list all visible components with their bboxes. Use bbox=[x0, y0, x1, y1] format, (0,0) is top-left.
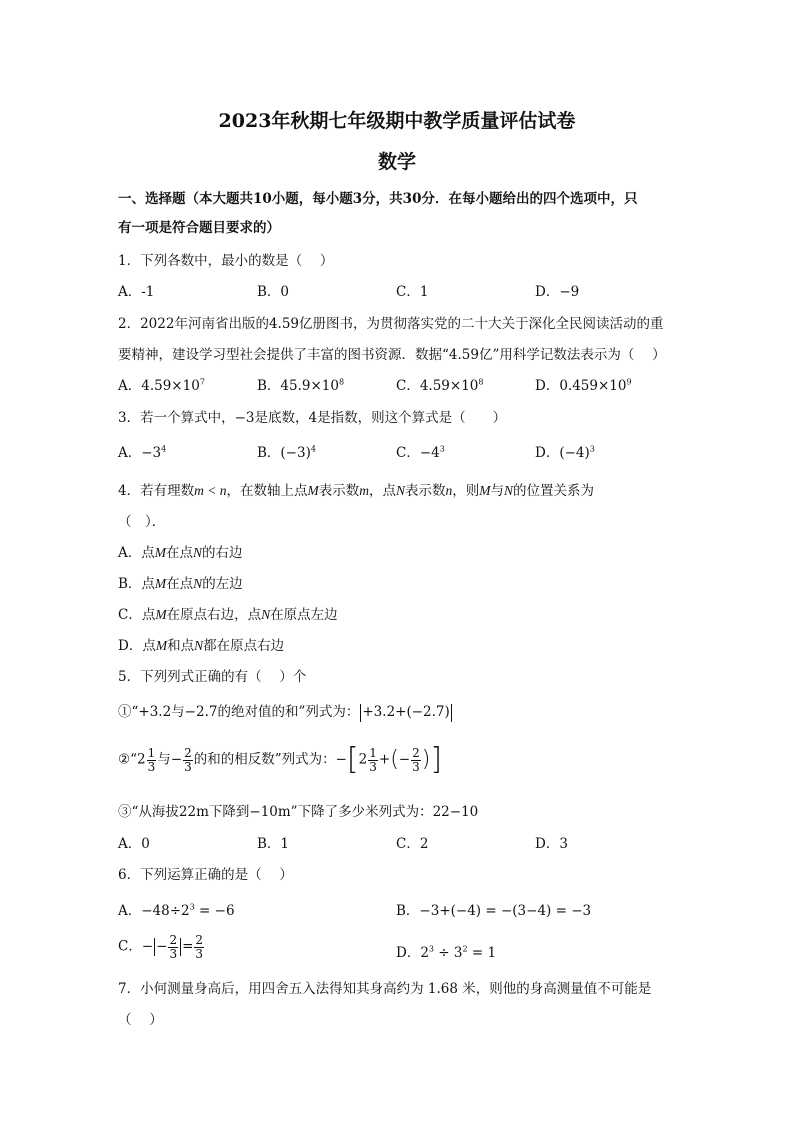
question-4-line1: 4．若有理数m < n，在数轴上点M表示数m，点N表示数n，则M与N的位置关系为 bbox=[118, 483, 594, 499]
q3-option-a: A．$-3^4$ bbox=[118, 444, 167, 461]
q5-statement-1: ①“+3.2与−2.7的绝对值的和”列式为： +3.2+(−2.7) bbox=[118, 704, 450, 720]
q5-option-d: D．3 bbox=[535, 836, 568, 852]
question-7-line1: 7．小何测量身高后，用四舍五入法得知其身高约为 1.68 米，则他的身高测量值不可能是 bbox=[118, 981, 652, 997]
q5-option-b: B．1 bbox=[257, 836, 290, 852]
q1-option-d: D．−9 bbox=[535, 284, 580, 300]
question-4-line2: （ ）． bbox=[118, 514, 166, 530]
q5-option-a: A．0 bbox=[118, 836, 150, 852]
page-title: 2023年秋期七年级期中教学质量评估试卷 bbox=[218, 110, 576, 132]
question-1-stem: 1．下列各数中，最小的数是（ ） bbox=[118, 253, 334, 269]
question-2-line2: 要精神，建设学习型社会提供了丰富的图书资源．数据“4.59亿”用科学记数法表示为（ ） bbox=[118, 347, 666, 363]
section-heading-line1: 一、选择题（本大题共10小题，每小题3分，共30分．在每小题给出的四个选项中，只 bbox=[118, 191, 638, 207]
q5-statement-3: ③“从海拔22m下降到−10m”下降了多少米列式为：22−10 bbox=[118, 804, 479, 820]
q6-option-d: D．$2^3 \div 3^2 = 1$ bbox=[396, 944, 497, 961]
q4-option-a: A．点M在点N的右边 bbox=[118, 545, 243, 561]
q3-option-b: B．$(-3)^4$ bbox=[257, 444, 316, 461]
q5-option-c: C．2 bbox=[396, 836, 429, 852]
question-2-line1: 2．2022年河南省出版的4.59亿册图书，为贯彻落实党的二十大关于深化全民阅读活动的重 bbox=[118, 316, 664, 332]
q2-option-b: B．$45.9\times 10^8$ bbox=[257, 377, 345, 394]
q4-option-d: D．点M和点N都在原点右边 bbox=[118, 638, 285, 654]
section-heading-line2: 有一项是符合题目要求的） bbox=[118, 220, 280, 236]
q6-option-a: A．$-48\div 2^3 = -6$ bbox=[118, 902, 235, 919]
q1-option-b: B．0 bbox=[257, 284, 290, 300]
question-5-stem: 5．下列列式正确的有（ ）个 bbox=[118, 669, 307, 685]
q2-option-d: D．$0.459\times 10^9$ bbox=[535, 377, 632, 394]
q5-statement-2: ②“2 $\frac{1}{3}$ 与− $\frac{2}{3}$ 的和的相反数”列式为：−[2 $\frac{1}{3}$ +(− $\frac{2}{3}$ )] bbox=[118, 742, 443, 777]
q2-option-a: A．$4.59\times 10^7$ bbox=[118, 377, 205, 394]
question-7-line2: （ ） bbox=[118, 1012, 163, 1028]
question-3-stem: 3．若一个算式中，−3是底数，4是指数，则这个算式是（ ） bbox=[118, 410, 507, 426]
question-6-stem: 6．下列运算正确的是（ ） bbox=[118, 867, 293, 883]
q3-option-c: C．$-4^3$ bbox=[396, 444, 445, 461]
q1-option-a: A．-1 bbox=[118, 284, 155, 300]
q2-option-c: C．$4.59\times 10^8$ bbox=[396, 377, 484, 394]
q4-option-b: B．点M在点N的左边 bbox=[118, 576, 243, 592]
q1-option-c: C．1 bbox=[396, 284, 429, 300]
q3-option-d: D．$(-4)^3$ bbox=[535, 444, 595, 461]
subject-title: 数学 bbox=[377, 151, 416, 173]
q6-option-b: B．−3+(−4) = −(3−4) = −3 bbox=[396, 903, 592, 919]
q4-option-c: C．点M在原点右边，点N在原点左边 bbox=[118, 607, 338, 623]
q6-option-c: C．− − $\frac{2}{3}$ = $\frac{2}{3}$ bbox=[118, 933, 204, 961]
